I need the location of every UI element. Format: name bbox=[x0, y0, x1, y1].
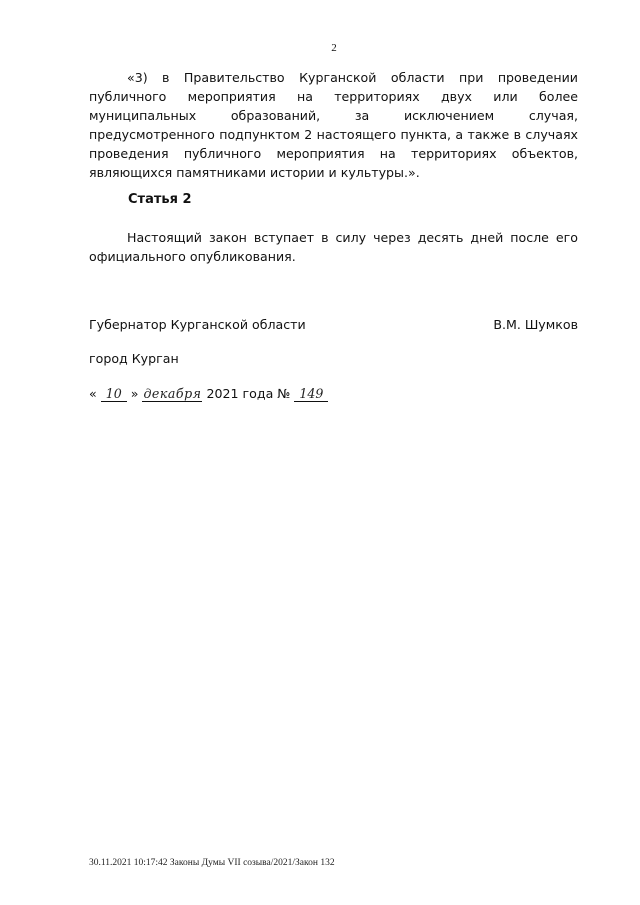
date-close-quote: » bbox=[130, 386, 139, 401]
date-line bbox=[89, 386, 328, 402]
paragraph-amendment: «3) в Правительство Курганской области при проведении публичного мероприятия на территориях двух или более муниципальных образований, за исключением случая, предусмотренного подпунктом 2 настоящего пункта, а также в случаях проведения публичного мероприятия на территориях объектов, являющихся памятниками истории и культуры.». bbox=[89, 70, 578, 180]
signatory-position: Губернатор Курганской области bbox=[89, 317, 306, 332]
city-line: город Курган bbox=[89, 351, 179, 366]
paragraph-entry-into-force: Настоящий закон вступает в силу через десять дней после его официального опубликования. bbox=[89, 230, 578, 264]
date-open-quote: « bbox=[89, 386, 97, 401]
footer-stamp: 30.11.2021 10:17:42 Законы Думы VII созыва/2021/Закон 132 bbox=[89, 858, 335, 868]
page-number: 2 bbox=[331, 42, 337, 54]
date-day-handwritten: 10 bbox=[101, 386, 127, 402]
law-number-handwritten: 149 bbox=[294, 386, 328, 402]
date-month-handwritten: декабря bbox=[143, 386, 202, 401]
date-year-text: 2021 года № bbox=[206, 386, 291, 401]
signature-row bbox=[89, 317, 578, 332]
article-heading: Статья 2 bbox=[128, 192, 192, 207]
signatory-name: В.М. Шумков bbox=[493, 317, 578, 332]
